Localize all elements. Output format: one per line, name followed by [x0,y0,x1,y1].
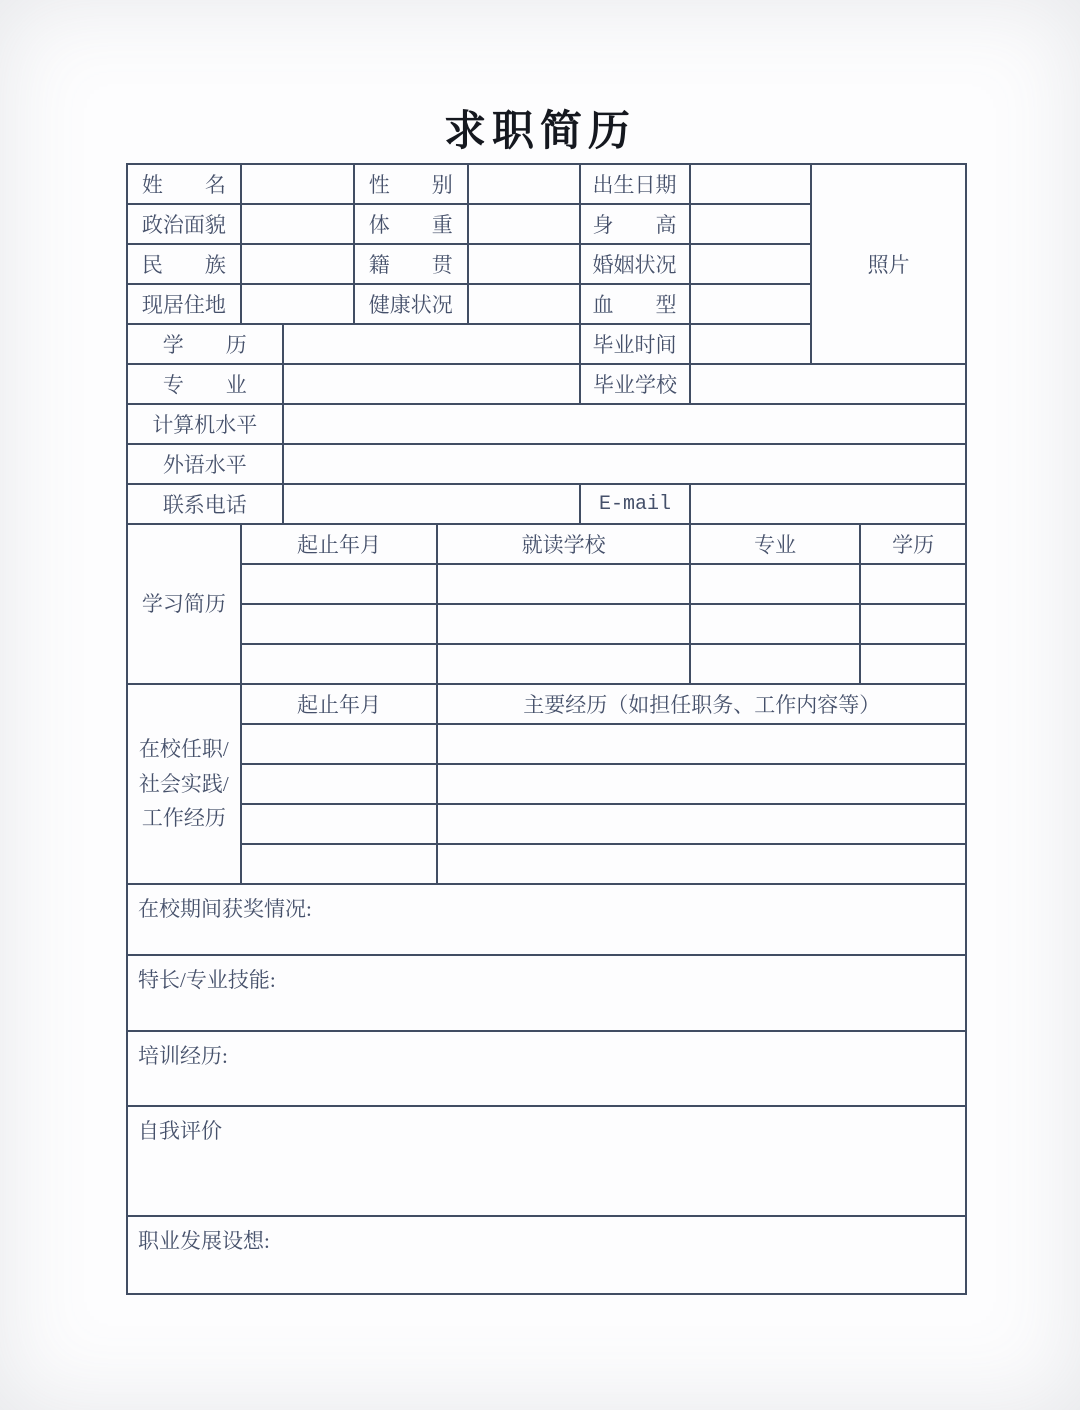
health-status-input[interactable] [468,284,580,324]
experience-dates-header: 起止年月 [241,684,438,724]
graduation-school-label: 毕业学校 [580,364,690,404]
experience-section-label-line2: 社会实践/ [138,771,229,796]
computer-skill-input[interactable] [283,404,966,444]
experience-section-label-line1: 在校任职/ [138,737,229,762]
study-history-table [126,523,967,685]
special-skills-section-input[interactable] [127,955,966,1031]
birth-date-input[interactable] [690,164,812,204]
study-row-dates-input[interactable] [241,564,438,604]
study-school-header: 就读学校 [437,524,690,564]
experience-row-detail-input[interactable] [437,724,966,764]
study-row-school-input[interactable] [437,644,690,684]
experience-row-detail-input[interactable] [437,844,966,884]
study-row-school-input[interactable] [437,604,690,644]
study-row-dates-input[interactable] [241,604,438,644]
special-skills-section-label: 特长/专业技能: [138,968,276,992]
career-plan-section-input[interactable] [127,1216,966,1294]
study-row-major-input[interactable] [690,604,860,644]
residence-input[interactable] [241,284,354,324]
blood-type-input[interactable] [690,284,812,324]
experience-table [126,683,967,885]
foreign-language-label: 外语水平 [127,444,283,484]
resume-form [126,163,967,1295]
weight-label: 体 重 [354,204,469,244]
weight-input[interactable] [468,204,580,244]
experience-section-label-line3: 工作经历 [141,806,226,831]
ethnicity-input[interactable] [241,244,354,284]
page-title: 求职简历 [443,109,636,155]
marital-status-input[interactable] [690,244,812,284]
photo-cell[interactable]: 照片 [811,164,966,364]
graduation-date-input[interactable] [690,324,812,364]
experience-row-detail-input[interactable] [437,804,966,844]
health-status-label: 健康状况 [354,284,469,324]
study-row-dates-input[interactable] [241,644,438,684]
study-major-header: 专业 [690,524,860,564]
study-degree-header: 学历 [860,524,966,564]
political-status-label: 政治面貌 [127,204,241,244]
major-input[interactable] [283,364,580,404]
phone-input[interactable] [283,484,580,524]
experience-row-dates-input[interactable] [241,844,438,884]
email-input[interactable] [690,484,966,524]
residence-label: 现居住地 [127,284,241,324]
height-label: 身 高 [580,204,690,244]
computer-skill-label: 计算机水平 [127,404,283,444]
career-plan-section-label: 职业发展设想: [138,1229,270,1253]
awards-section-input[interactable] [127,884,966,955]
awards-section-label: 在校期间获奖情况: [138,897,312,921]
training-section-input[interactable] [127,1031,966,1106]
self-evaluation-section-input[interactable] [127,1106,966,1216]
self-evaluation-section-label: 自我评价 [138,1119,222,1143]
experience-row-dates-input[interactable] [241,764,438,804]
free-text-table [126,883,967,1295]
training-section-label: 培训经历: [138,1044,228,1068]
marital-status-label: 婚姻状况 [580,244,690,284]
graduation-date-label: 毕业时间 [580,324,690,364]
foreign-language-input[interactable] [283,444,966,484]
personal-info-table [126,163,967,365]
gender-input[interactable] [468,164,580,204]
study-row-major-input[interactable] [690,644,860,684]
native-place-label: 籍 贯 [354,244,469,284]
experience-row-dates-input[interactable] [241,804,438,844]
name-input[interactable] [241,164,354,204]
ethnicity-label: 民 族 [127,244,241,284]
political-status-input[interactable] [241,204,354,244]
experience-row-dates-input[interactable] [241,724,438,764]
study-row-degree-input[interactable] [860,604,966,644]
study-dates-header: 起止年月 [241,524,438,564]
experience-section-label [127,684,241,884]
height-input[interactable] [690,204,812,244]
name-label: 姓 名 [127,164,241,204]
email-label: E-mail [580,484,690,524]
study-row-major-input[interactable] [690,564,860,604]
experience-row-detail-input[interactable] [437,764,966,804]
gender-label: 性 别 [354,164,469,204]
education-label: 学 历 [127,324,283,364]
experience-detail-header: 主要经历（如担任职务、工作内容等） [437,684,966,724]
major-label: 专 业 [127,364,283,404]
education-input[interactable] [283,324,580,364]
graduation-school-input[interactable] [690,364,966,404]
study-row-school-input[interactable] [437,564,690,604]
study-row-degree-input[interactable] [860,644,966,684]
blood-type-label: 血 型 [580,284,690,324]
skills-contact-table [126,363,967,525]
study-row-degree-input[interactable] [860,564,966,604]
native-place-input[interactable] [468,244,580,284]
study-history-section-label: 学习简历 [127,524,241,684]
phone-label: 联系电话 [127,484,283,524]
birth-date-label: 出生日期 [580,164,690,204]
